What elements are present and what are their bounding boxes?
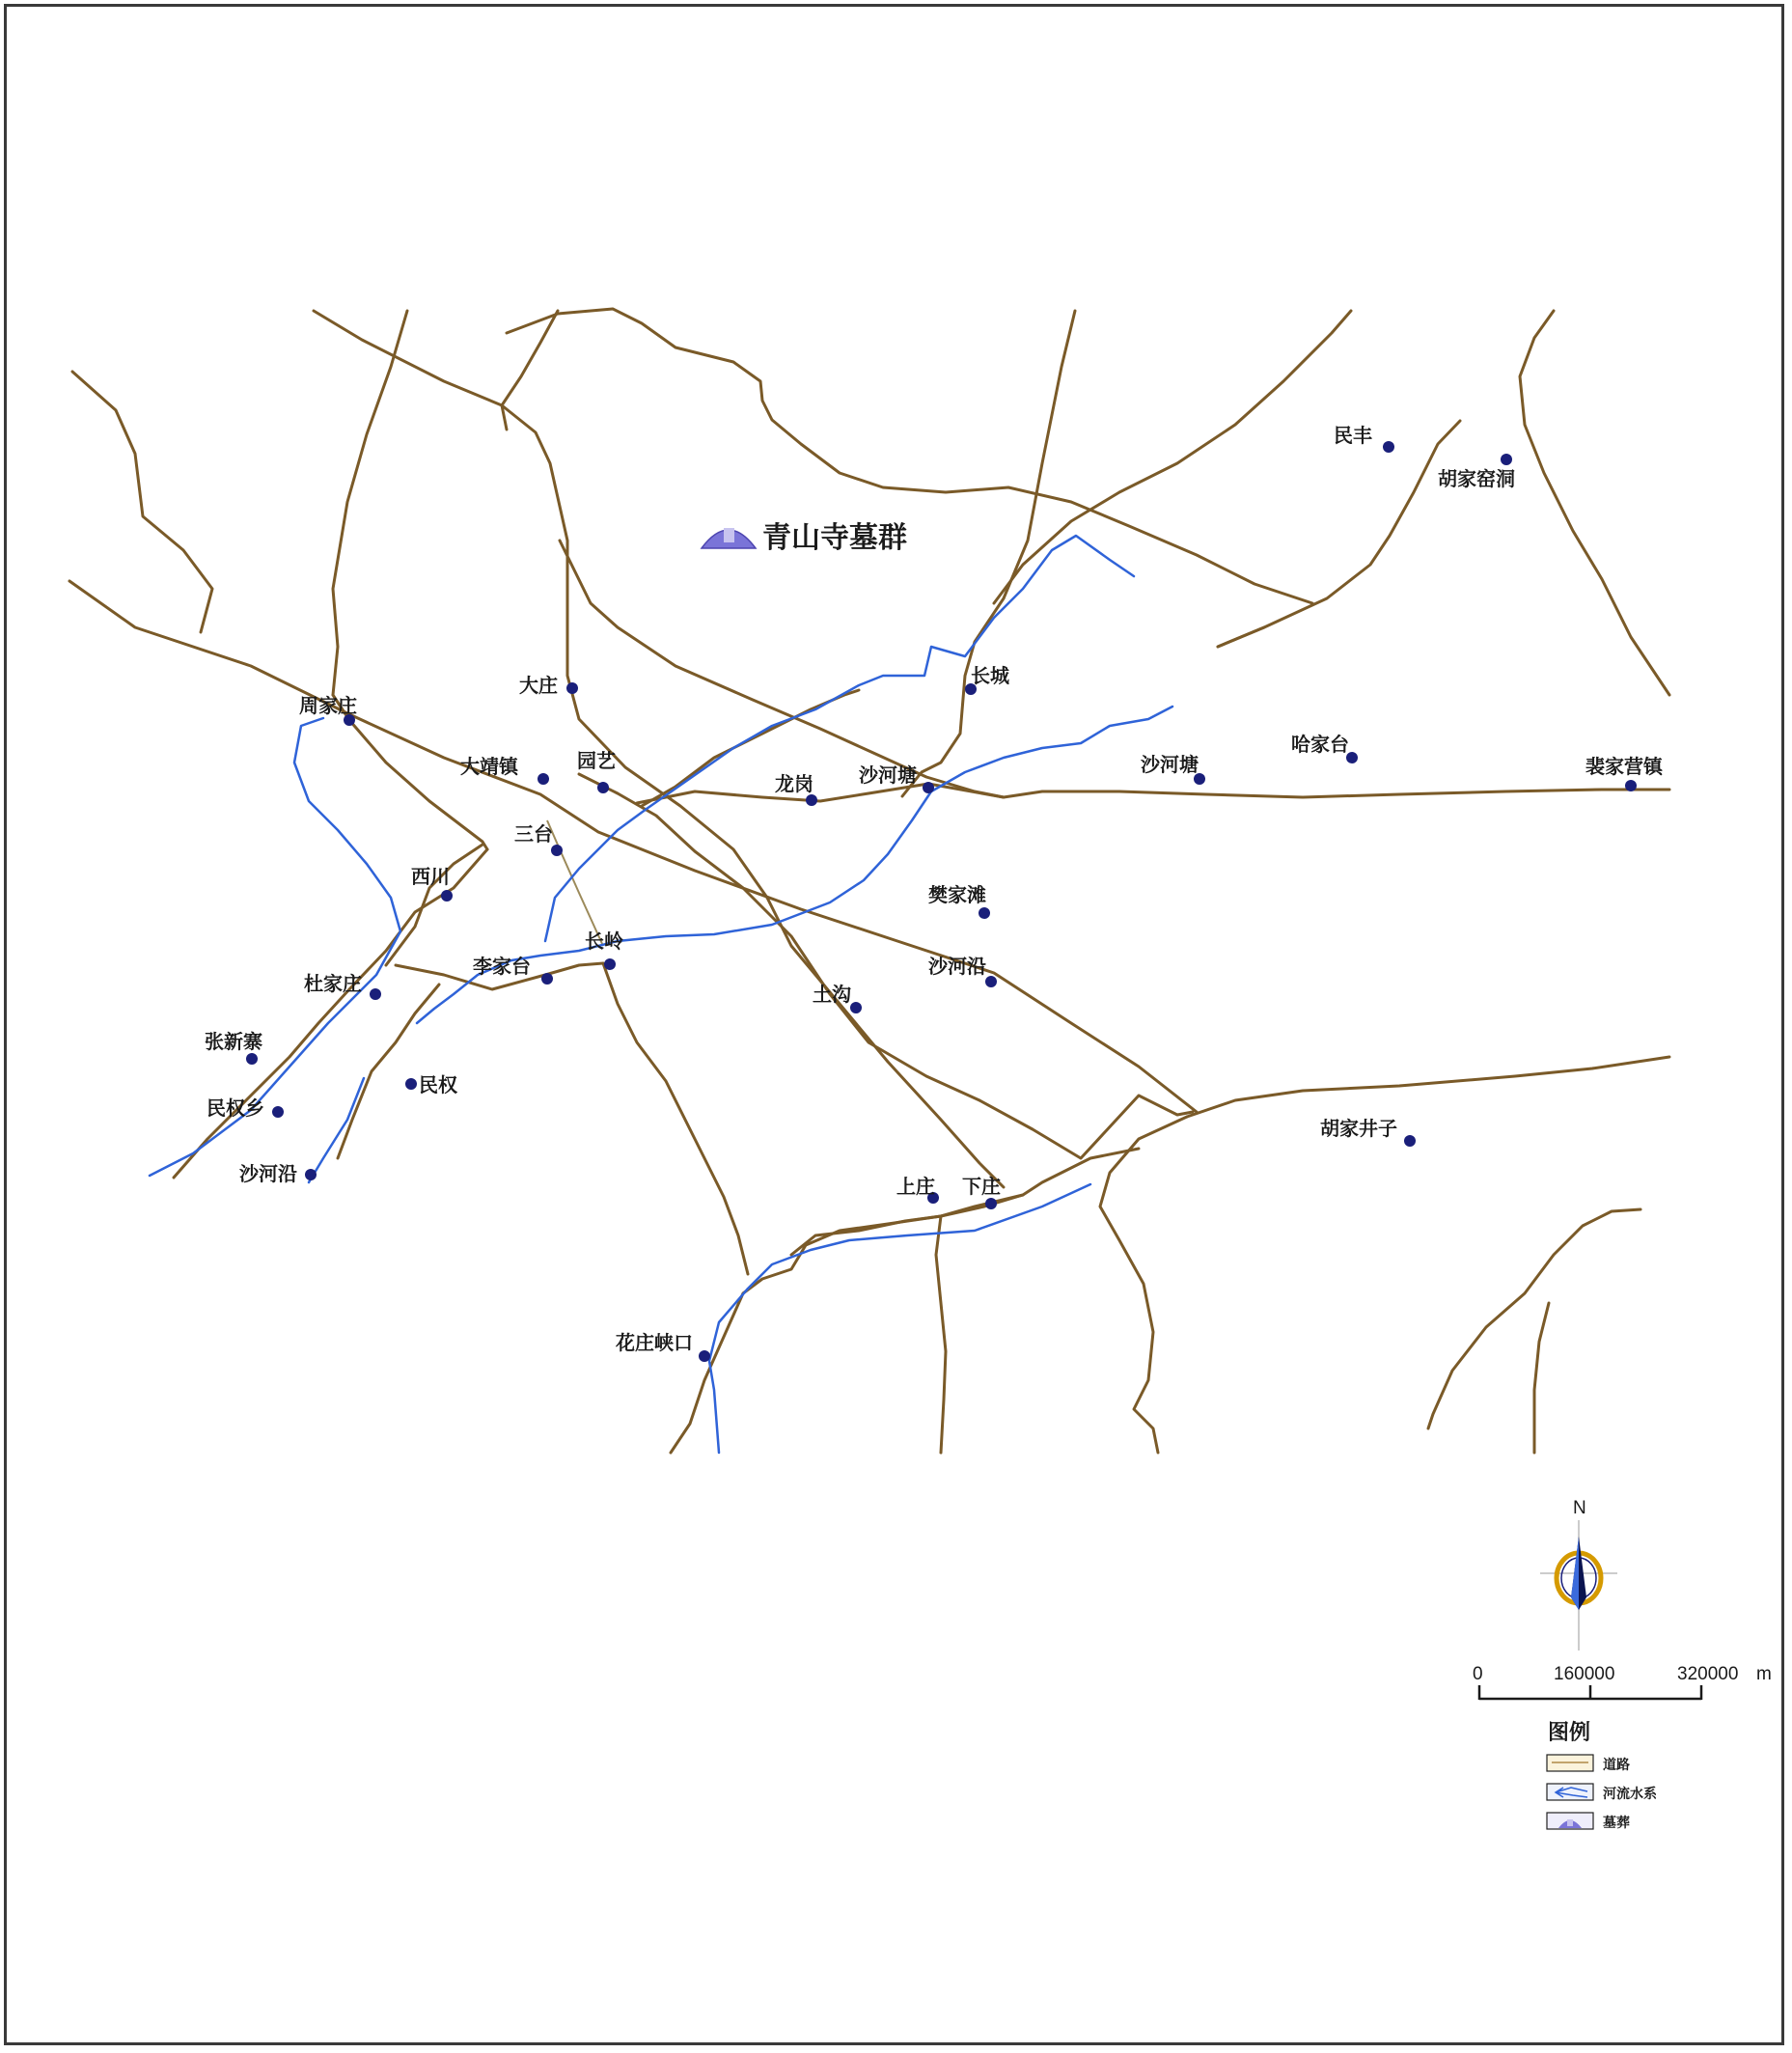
town-minquanxiang [207,1096,284,1120]
scale-unit: m [1756,1664,1772,1684]
town-changcheng [965,664,1010,695]
town-label: 大靖镇 [460,755,518,778]
town-label: 裴家营镇 [1585,755,1663,778]
river [309,1078,364,1182]
road [560,541,1004,797]
road [72,372,212,632]
town-label: 杜家庄 [304,972,362,995]
road [507,309,1312,603]
legend-river-label: 河流水系 [1603,1787,1657,1802]
town-marker-icon [1501,454,1512,465]
road [174,849,487,1178]
town-label: 下庄 [962,1175,1001,1198]
town-marker-icon [850,1002,862,1013]
towns-layer [205,424,1665,1362]
scale-bar [1473,1664,1772,1700]
town-marker-icon [405,1078,417,1090]
town-marker-icon [979,907,990,919]
town-marker-icon [441,890,453,902]
town-marker-icon [538,773,549,785]
town-marker-icon [699,1350,710,1362]
tomb-site [702,521,907,555]
site-label: 青山寺墓群 [762,521,907,555]
town-marker-icon [246,1053,258,1065]
road [637,784,1004,803]
minor-road [547,820,603,946]
river [709,1184,1090,1453]
legend-title: 图例 [1548,1721,1591,1745]
town-label: 长城 [971,664,1009,687]
town-label: 大庄 [519,674,558,697]
legend-road-label: 道路 [1603,1758,1630,1773]
town-label: 樊家滩 [928,883,986,906]
road [1520,311,1669,695]
town-shahetang2 [1141,753,1205,785]
town-zhangxinzhai [205,1030,262,1065]
town-label: 民权乡 [207,1096,264,1120]
town-huazhuangxiakou [615,1331,710,1362]
road [1534,1303,1549,1453]
town-marker-icon [566,682,578,694]
town-lijiatai [473,955,553,985]
town-label: 胡家窑洞 [1438,467,1515,490]
town-label: 园艺 [577,749,616,772]
town-label: 民丰 [1334,424,1372,447]
town-label: 李家台 [473,955,531,978]
town-shaheyan2 [239,1162,317,1185]
town-marker-icon [1404,1135,1416,1147]
town-tugou [813,983,862,1013]
road [994,311,1351,603]
town-label: 沙河沿 [928,955,986,978]
town-label: 花庄峡口 [616,1331,693,1354]
north-label: N [1573,1498,1586,1518]
scale-tick-2: 320000 [1677,1664,1739,1684]
town-label: 胡家井子 [1320,1117,1397,1140]
town-marker-icon [597,782,609,793]
town-label: 张新寨 [205,1030,262,1053]
road [1187,1057,1669,1117]
town-label: 民权 [419,1073,457,1096]
road [386,845,482,965]
road [1004,790,1669,797]
road [1100,1117,1187,1453]
road [314,311,1004,1187]
town-label: 西川 [411,865,450,888]
town-peijiayingzhen [1585,755,1665,791]
legend-tomb-label: 墓葬 [1603,1816,1630,1831]
town-marker-icon [923,782,934,793]
town-label: 周家庄 [299,694,357,717]
road-network [69,309,1669,1453]
town-marker-icon [1383,441,1394,453]
town-xichuan [411,865,453,902]
town-marker-icon [1625,780,1637,791]
tomb-icon-door [724,528,734,542]
town-hajiatai [1291,733,1358,763]
town-zhoujiazhuang [299,694,357,726]
town-marker-icon [370,988,381,1000]
town-label: 龙岗 [775,772,813,795]
scale-tick-1: 160000 [1554,1664,1615,1684]
town-label: 土沟 [813,983,851,1006]
legend [1547,1721,1657,1831]
town-hujiayaodong [1438,454,1515,490]
town-yuanyi [577,749,616,793]
town-marker-icon [541,973,553,985]
town-label: 沙河塘 [859,763,917,787]
road [1218,627,1264,647]
town-marker-icon [604,958,616,970]
town-label: 沙河沿 [239,1162,297,1185]
town-hujiajingzi [1320,1117,1416,1147]
town-marker-icon [806,794,817,806]
town-marker-icon [985,976,997,987]
road [579,774,1193,1158]
north-arrow [1540,1498,1617,1651]
town-marker-icon [305,1169,317,1180]
town-marker-icon [272,1106,284,1118]
town-minfeng [1334,424,1394,453]
town-label: 沙河塘 [1141,753,1199,776]
town-minquan [405,1073,458,1096]
road [1218,421,1460,647]
town-marker-icon [985,1198,997,1209]
river-network [150,536,1172,1453]
town-label: 哈家台 [1291,733,1349,756]
scale-tick-0: 0 [1473,1664,1483,1684]
town-label: 三台 [514,822,553,846]
town-shangzhuang [896,1175,939,1204]
town-fanjiatan [928,883,990,919]
town-marker-icon [551,845,563,856]
town-label: 长岭 [585,929,623,953]
road [338,985,439,1158]
road [333,311,407,695]
river [545,809,647,941]
road [936,1216,946,1453]
town-label: 上庄 [896,1175,935,1198]
road [603,963,748,1274]
